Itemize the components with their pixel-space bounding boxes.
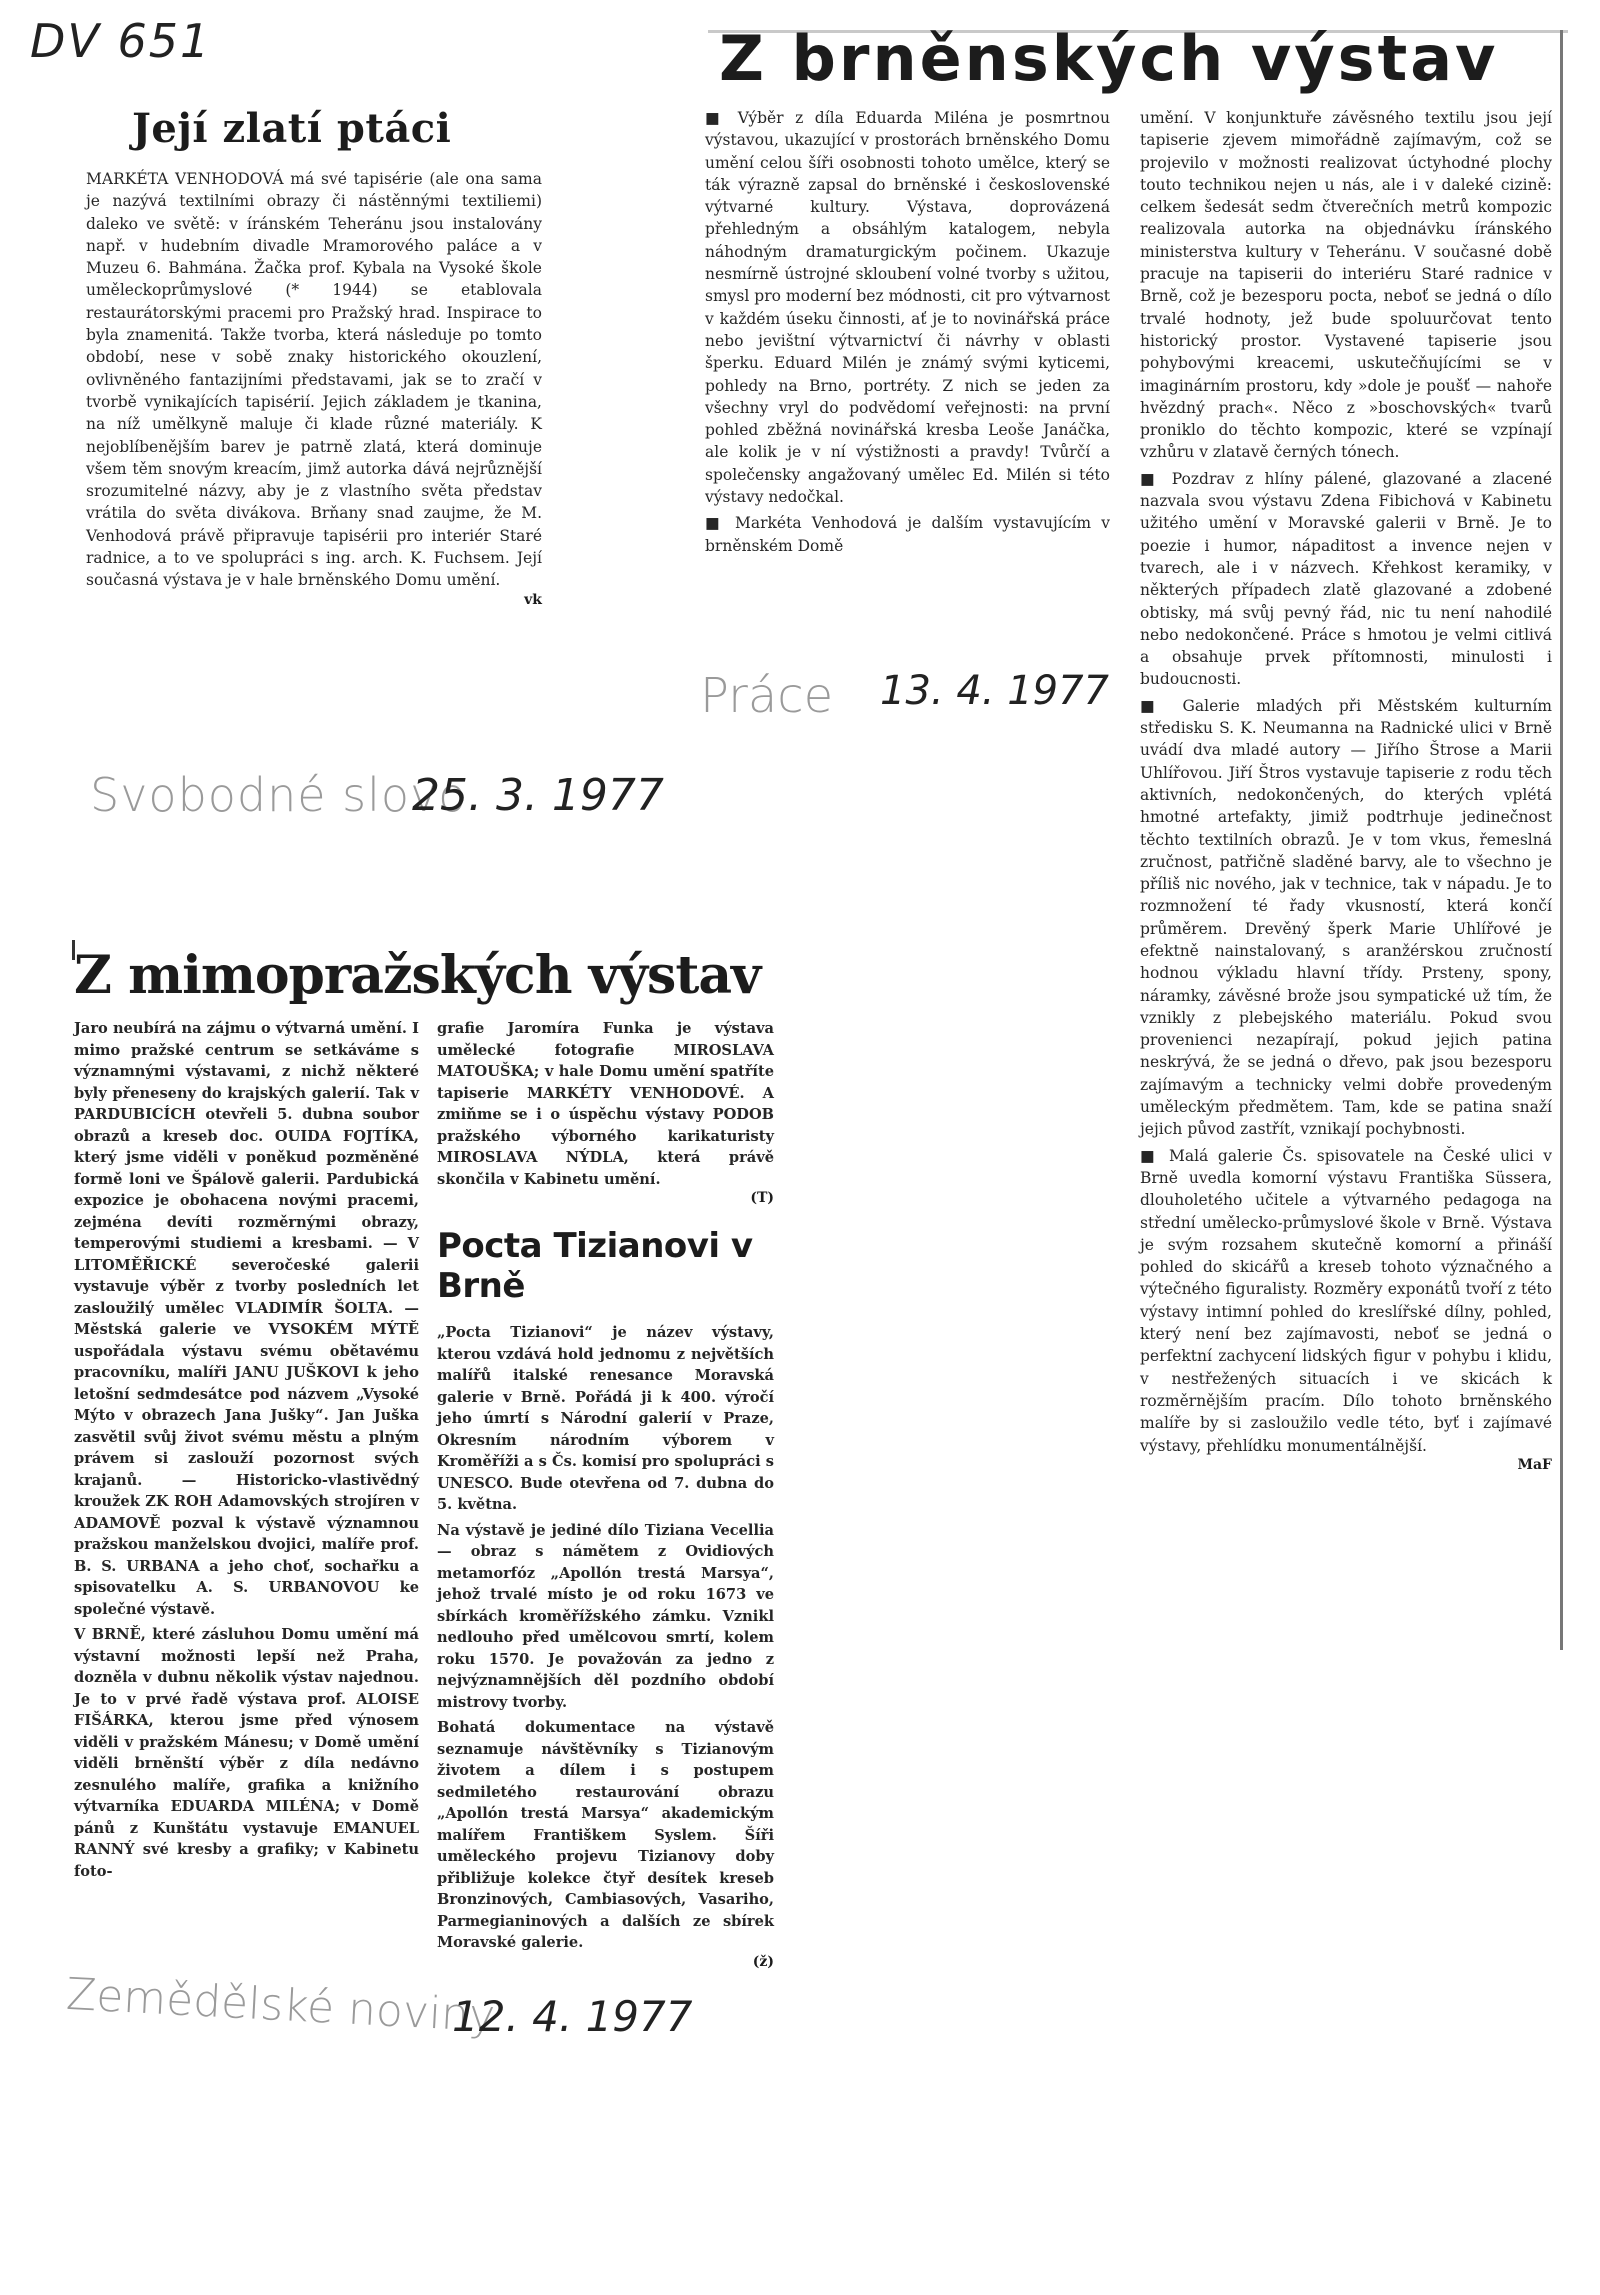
clipping-z-brnenskych-vystav xyxy=(705,22,1567,1473)
article-paragraph: umění. V konjunktuře závěsného textilu jsou její tapiserie zjevem mimořádně zajímavým, což se projevilo v možnosti realizovat úctyhodné plochy touto technikou nejen u nás, ale i v daleké cizině: celkem šedesát sedm čtverečních metrů kompozic realizovala autorka na objednávku íránského ministerstva kultury v Teheránu. V současné době pracuje na tapiserii do interiéru Staré radnice v Brně, což je bezesporu pocta, neboť se jedná o dílo trvalé hodnoty, jež bude spoluurčovat tento historický prostor. Vystavené tapiserie jsou pohybovými kreacemi, uskutečňujícími se v imaginárním prostoru, kdy »dole je poušť — nahoře hvězdný prach«. Něco z »boschovských« tvarů proniklo do těchto kompozic, které se vzpínají vzhůru v zlatavě černých tónech. xyxy=(1140,109,1552,462)
article-signature: (T) xyxy=(750,1190,774,1206)
article-column xyxy=(437,1018,774,1970)
handwritten-date: 25. 3. 1977 xyxy=(412,770,664,821)
article-paragraph: Na výstavě je jediné dílo Tiziana Vecellia — obraz s námětem z Ovidiových metamorfóz „Apollón trestá Marsya“, jehož trvalé místo je od roku 1673 ve sbírkách kroměřížského zámku. Vznikl nedlouho před umělcovou smrtí, kolem roku 1570. Je považován za jedno z nejvýznamnějších děl pozdního období mistrovy tvorby. xyxy=(437,1521,774,1711)
article-paragraph: ■ Markéta Venhodová je dalším vystavujícím v brněnském Domě xyxy=(705,514,1110,555)
clipping-z-mimoprazskych-vystav xyxy=(74,945,774,1970)
article-paragraph: ■ Galerie mladých při Městském kulturním středisku S. K. Neumanna na Radnické ulici v Brně uvádí dva mladé autory — Jiřího Štrose a Marii Uhlířovou. Jiří Štros vystavuje tapiserie z rodu těch aktivních, nedokončených, do kterých vplétá hmotné artefakty, jimiž podtrhuje jedinečnost těchto textilních obrazů. Je v tom vkus, řemeslná zručnost, patřičně sladěné barvy, ale to všechno je příliš nic nového, jak v technice, tak v nápadu. Je to rozmnožení té řady vkusností, která končí průměrem. Drevěný šperk Marie Uhlířové je efektně nainstalovaný, s aranžérskou zručností hodnou výkladu hlavní třídy. Prsteny, spony, náramky, závěsné brože jsou sympatické už tím, že vznikly z plebejského materiálu. Pokud svou provenienci nezapírají, pokud jejich patina neskrývá, že se jedná o dřevo, pak jsou bezesporu zajímavým a technicky velmi dobře provedeným uměleckým předmětem. Tam, kde se patina snaží jejich původ zastřít, vznikají pochybnosti. xyxy=(1140,696,1552,1139)
article-signature: vk xyxy=(524,591,542,608)
handwritten-date: 12. 4. 1977 xyxy=(452,1992,693,2041)
clipping-jeji-zlati-ptaci xyxy=(80,105,542,608)
article-paragraph: ■ Malá galerie Čs. spisovatele na České ulici v Brně uvedla komorní výstavu Františka Süssera, dlouholetého učitele a výtvarného pedagoga na střední umělecko-průmyslové škole v Brně. Výstava je svým rozsahem skutečně komorní a přináší pohled do skicářů a kreseb tohoto význačného a výtečného figuralisty. Rozměry exponátů tvoří z této výstavy intimní pohled do kreslířské dílny, pohled, který není bez zajímavosti, neboť se jedná o perfektní zachycení lidských figur v pohybu i klidu, v nestřežených situacích i ve skicách k rozměrnějším pracím. Dílo tohoto brněnského malíře by si zasloužilo vedle této, byť i zajímavé výstavy, přehlídku monumentálnější. xyxy=(1140,1146,1552,1455)
article-paragraph: „Pocta Tizianovi“ je název výstavy, kterou vzdává hold jednomu z největších malířů italské renesance Moravská galerie v Brně. Pořádá ji k 400. výročí jeho úmrtí s Národní galerií v Praze, Okresním národním výborem v Kroměříži a s Čs. komisí pro spolupráci s UNESCO. Bude otevřena od 7. dubna do 5. května. xyxy=(437,1324,774,1513)
source-stamp: Zemědělské noviny xyxy=(64,1968,497,2043)
article-signature: (ž) xyxy=(752,1953,774,1970)
article-title: Z brněnských výstav xyxy=(719,22,1499,95)
article-signature: MaF xyxy=(1517,1456,1552,1473)
article-paragraph: ■ Výběr z díla Eduarda Miléna je posmrtnou výstavou, ukazující v prostorách brněnského Domu umění celou šíři osobnosti tohoto umělce, který se ták výrazně zapsal do brněnské i československé výtvarné kultury. Výstava, doprovázená přehledným a obsáhlým katalogem, nebyla náhodným dramaturgickým počinem. Ukazuje nesmírně ústrojné skloubení volné tvorby s užitou, smysl pro moderní bez módnosti, cit pro výtvarnost v každém úseku činnosti, ať je to novinářská práce nebo jevištní výtvarnictví či návrhy v oblasti šperku. Eduard Milén je známý svými kyticemi, pohledy na Brno, portréty. Z nich se jeden za všechny vryl do podvědomí veřejnosti: na první pohled zběžná novinářská kresba Leoše Janáčka, ale kolik je v ní výstižnosti a pravdy! Tvůrčí a společensky angažovaný umělec Ed. Milén si této výstavy nedočkal. xyxy=(705,109,1110,507)
article-column xyxy=(1140,107,1552,1473)
article-paragraph: ■ Pozdrav z hlíny pálené, glazované a zlacené nazvala svou výstavu Zdena Fibichová v Kabinetu užitého umění v Moravské galerii v Brně. Je to poezie i humor, nápaditost a invence nejen v tvarech, ale i v názvech. Křehkost keramiky, v některých případech zlatě glazované a zdobené obtisky, má svůj pevný řád, nic tu není nahodilé nebo nedokončené. Práce s hmotou je velmi citlivá a obsahuje prvek přítomnosti, minulosti i budoucnosti. xyxy=(1140,469,1552,689)
handwritten-date: 13. 4. 1977 xyxy=(880,668,1110,714)
clipping-edge xyxy=(1560,30,1563,1650)
article-paragraph: grafie Jaromíra Funka je výstava umělecké fotografie MIROSLAVA MATOUŠKA; v hale Domu umění spatříte tapiserie MARKÉTY VENHODOVÉ. A zmiňme se i o úspěchu výstavy PODOB pražského výborného karikaturisty MIROSLAVA NÝDLA, která právě skončila v Kabinetu umění. xyxy=(437,1020,774,1188)
article-paragraph: Jaro neubírá na zájmu o výtvarná umění. I mimo pražské centrum se setkáváme s významnými výstavami, z nichž některé byly přeneseny do krajských galerií. Tak v PARDUBICÍCH otevřeli 5. dubna soubor obrazů a kreseb doc. OUIDA FOJTÍKA, který jsme viděli v poněkud pozměněné formě loni ve Špálově galerii. Pardubická expozice je obohacena novými pracemi, zejména devíti rozměrnými obrazy, temperovými studiemi a kresbami. — V LITOMĚŘICKÉ severočeské galerii vystavuje výběr z tvorby posledních let zasloužilý umělec VLADIMÍR ŠOLTA. — Městská galerie ve VYSOKÉM MÝTĚ uspořádala výstavu svému obětavému pracovníku, malíři JANU JUŠKOVI k jeho letošní sedmdesátce pod názvem „Vysoké Mýto v obrazech Jana Jušky“. Jan Juška zasvětil svůj život svému městu a plným právem si zaslouží pozornost svých krajanů. — Historicko-vlastivědný kroužek ZK ROH Adamovských strojíren v ADAMOVĚ pozval k výstavě významnou pražskou manželskou dvojici, malíře prof. B. S. URBANA a jeho choť, sochařku a spisovatelku A. S. URBANOVOU ke společné výstavě. xyxy=(74,1020,419,1618)
source-stamp: Práce xyxy=(700,668,834,724)
article-paragraph: V BRNĚ, které zásluhou Domu umění má výstavní možnosti lepší než Praha, dozněla v dubnu několik výstav najednou. Je to v prvé řadě výstava prof. ALOISE FIŠÁRKA, kterou jsme před výnosem viděli v pražském Mánesu; v Domě umění viděli brněnští výběr z díla nedávno zesnulého malíře, grafika a knižního výtvarníka EDUARDA MILÉNA; v Domě pánů z Kunštátu vystavuje EMANUEL RANNÝ své kresby a grafiky; v Kabinetu foto- xyxy=(74,1626,419,1880)
article-paragraph: Bohatá dokumentace na výstavě seznamuje návštěvníky s Tizianovým životem a dílem i s postupem sedmiletého restaurování obrazu „Apollón trestá Marsya“ akademickým malířem Františkem Syslem. Šíři uměleckého projevu Tizianovy doby přibližuje kolekce čtyř desítek kreseb Bronzinových, Cambiasových, Vasariho, Parmegianinových a dalších ze sbírek Moravské galerie. xyxy=(437,1719,774,1951)
article-body xyxy=(80,168,542,608)
article-column xyxy=(74,1018,419,1970)
article-title: Z mimopražských výstav xyxy=(74,945,761,1006)
archive-mark: DV 651 xyxy=(30,14,212,68)
article-title: Její zlatí ptáci xyxy=(132,105,452,152)
article-paragraph: MARKÉTA VENHODOVÁ má své tapisérie (ale ona sama je nazývá textilními obrazy či nástěnnými textiliemi) daleko ve světě: v íránském Teheránu jsou instalovány např. v hudebním divadle Mramorového paláce a v Muzeu 6. Bahmána. Žačka prof. Kybala na Vysoké škole uměleckoprůmyslové (* 1944) se etablovala restaurátorskými pracemi pro Pražský hrad. Inspirace to byla znamenitá. Takže tvorba, která následuje po tomto období, nese v sobě znaky historického okouzlení, ovlivněného fantazijními představami, jak se to zračí v tvorbě vynikajících tapisérií. Jejich základem je tkanina, na níž umělkyně maluje či klade různé materiály. K nejoblíbenějším barev je patrně zlatá, která dominuje všem těm snovým kreacím, jimž autorka dává nejrůznější srozumitelné názvy, aby je z vlastního světa představ vrátila do světa divákova. Brňany snad zaujme, že M. Venhodová právě připravuje tapisérii pro interiér Staré radnice, a to ve spolupráci s ing. arch. K. Fuchsem. Její současná výstava je v hale brněnského Domu umění. xyxy=(86,170,542,590)
source-stamp: Svobodné slovo xyxy=(90,768,468,822)
article-subtitle: Pocta Tizianovi v Brně xyxy=(437,1226,753,1306)
